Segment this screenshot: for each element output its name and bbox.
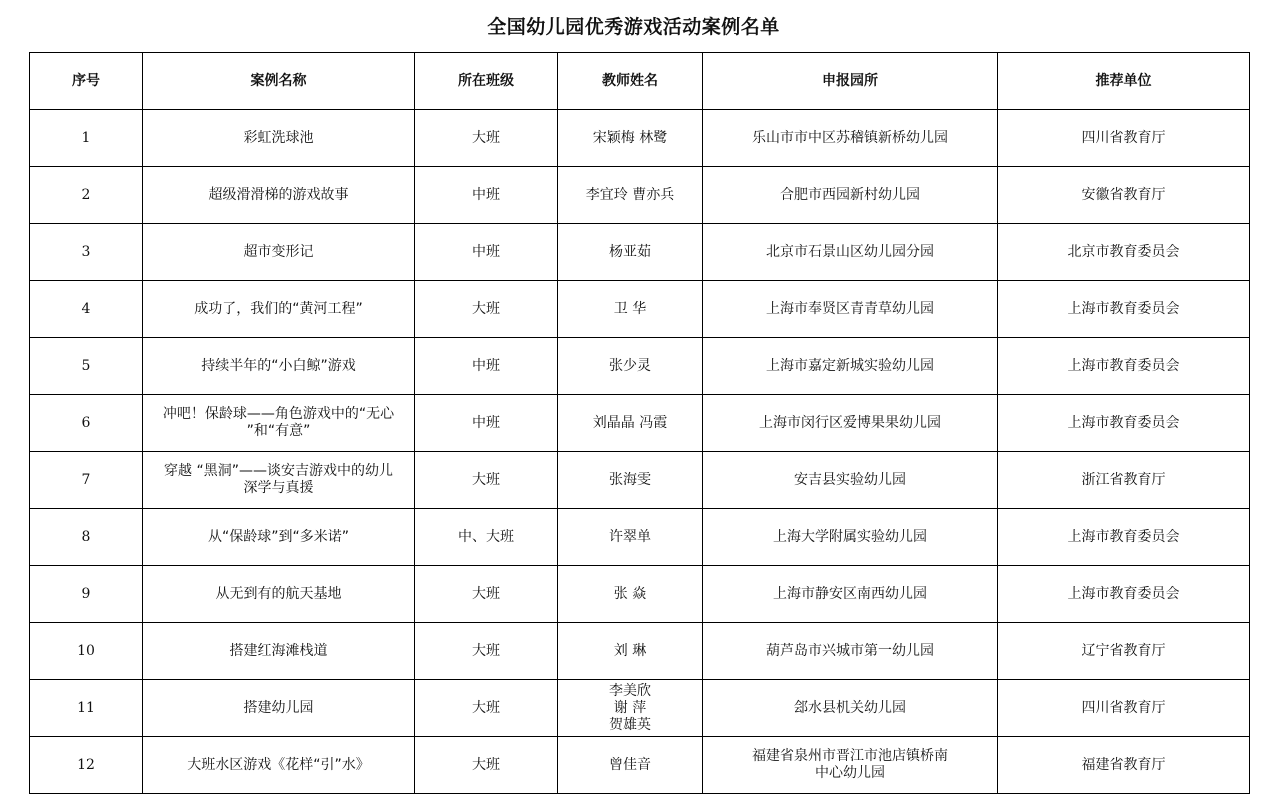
header-case-name: 案例名称 bbox=[143, 53, 415, 110]
cell-no: 1 bbox=[30, 110, 143, 167]
cell-class: 大班 bbox=[415, 737, 558, 794]
cell-case-name bbox=[143, 110, 415, 167]
cell-case-name bbox=[143, 281, 415, 338]
cell-no: 5 bbox=[30, 338, 143, 395]
cell-teacher bbox=[558, 737, 703, 794]
cell-case-name-line: 超级滑滑梯的游戏故事 bbox=[208, 186, 349, 203]
cell-kindergarten bbox=[703, 338, 998, 395]
cell-recommender: 上海市教育委员会 bbox=[998, 509, 1250, 566]
cell-teacher bbox=[558, 566, 703, 623]
cell-class: 大班 bbox=[415, 110, 558, 167]
cell-class: 大班 bbox=[415, 623, 558, 680]
header-recommender: 推荐单位 bbox=[998, 53, 1250, 110]
cell-kindergarten bbox=[703, 167, 998, 224]
header-teacher: 教师姓名 bbox=[558, 53, 703, 110]
cell-kindergarten-line: 上海市奉贤区青青草幼儿园 bbox=[766, 300, 934, 317]
cell-kindergarten-line: 上海市闵行区爱博果果幼儿园 bbox=[759, 414, 941, 431]
cell-no: 10 bbox=[30, 623, 143, 680]
cell-kindergarten bbox=[703, 566, 998, 623]
cell-kindergarten-line: 上海大学附属实验幼儿园 bbox=[773, 528, 927, 545]
cell-kindergarten-line: 上海市嘉定新城实验幼儿园 bbox=[766, 357, 934, 374]
cell-teacher bbox=[558, 680, 703, 737]
cell-teacher bbox=[558, 281, 703, 338]
table-header-row bbox=[30, 53, 1250, 110]
cell-kindergarten-line: 安吉县实验幼儿园 bbox=[794, 471, 906, 488]
cell-case-name bbox=[143, 680, 415, 737]
cell-kindergarten-line: 葫芦岛市兴城市第一幼儿园 bbox=[766, 642, 934, 659]
cell-class: 中班 bbox=[415, 395, 558, 452]
cell-recommender: 上海市教育委员会 bbox=[998, 395, 1250, 452]
table-row bbox=[30, 167, 1250, 224]
cell-kindergarten bbox=[703, 623, 998, 680]
cell-kindergarten-line: 合肥市西园新村幼儿园 bbox=[780, 186, 920, 203]
cell-recommender: 上海市教育委员会 bbox=[998, 338, 1250, 395]
cell-case-name bbox=[143, 167, 415, 224]
cell-no: 9 bbox=[30, 566, 143, 623]
cell-teacher-line: 张海雯 bbox=[609, 471, 651, 488]
cell-case-name-line: 深学与真援 bbox=[243, 480, 314, 496]
table-row bbox=[30, 395, 1250, 452]
cell-teacher-line: 李美欣 bbox=[609, 682, 651, 699]
cell-teacher-line: 李宜玲 曹亦兵 bbox=[585, 186, 675, 203]
cell-teacher bbox=[558, 395, 703, 452]
cell-recommender: 四川省教育厅 bbox=[998, 110, 1250, 167]
table-row bbox=[30, 110, 1250, 167]
table-row bbox=[30, 566, 1250, 623]
cell-teacher-line: 刘晶晶 冯霞 bbox=[592, 414, 668, 431]
cell-case-name bbox=[143, 623, 415, 680]
cell-class: 中班 bbox=[415, 224, 558, 281]
cell-class: 中、大班 bbox=[415, 509, 558, 566]
cell-kindergarten bbox=[703, 452, 998, 509]
cell-teacher bbox=[558, 110, 703, 167]
cell-case-name bbox=[143, 452, 415, 509]
cell-teacher-line: 贺雄英 bbox=[609, 716, 651, 733]
table-row bbox=[30, 509, 1250, 566]
cell-case-name bbox=[143, 395, 415, 452]
header-kindergarten: 申报园所 bbox=[703, 53, 998, 110]
cell-no: 7 bbox=[30, 452, 143, 509]
cell-teacher-line: 曾佳音 bbox=[609, 756, 651, 773]
cell-no: 11 bbox=[30, 680, 143, 737]
cell-teacher-line: 谢 萍 bbox=[613, 699, 647, 716]
cell-kindergarten bbox=[703, 509, 998, 566]
cell-case-name bbox=[143, 566, 415, 623]
cell-kindergarten-line: 上海市静安区南西幼儿园 bbox=[773, 585, 927, 602]
cell-case-name bbox=[143, 737, 415, 794]
cell-kindergarten-line: 北京市石景山区幼儿园分园 bbox=[766, 243, 934, 260]
cell-case-name-line: 穿越 “黑洞”——谈安吉游戏中的幼儿 bbox=[164, 463, 393, 479]
cell-recommender: 上海市教育委员会 bbox=[998, 281, 1250, 338]
cell-kindergarten bbox=[703, 737, 998, 794]
cell-case-name bbox=[143, 509, 415, 566]
cell-no: 3 bbox=[30, 224, 143, 281]
cell-recommender: 北京市教育委员会 bbox=[998, 224, 1250, 281]
cell-case-name bbox=[143, 338, 415, 395]
cell-recommender: 福建省教育厅 bbox=[998, 737, 1250, 794]
cell-class: 大班 bbox=[415, 281, 558, 338]
cell-case-name-line: 从无到有的航天基地 bbox=[215, 585, 342, 602]
cell-no: 12 bbox=[30, 737, 143, 794]
cell-recommender: 上海市教育委员会 bbox=[998, 566, 1250, 623]
cell-kindergarten bbox=[703, 281, 998, 338]
cell-kindergarten bbox=[703, 680, 998, 737]
cell-recommender: 浙江省教育厅 bbox=[998, 452, 1250, 509]
cell-class: 大班 bbox=[415, 452, 558, 509]
cell-teacher bbox=[558, 338, 703, 395]
cell-case-name-line: 成功了，我们的“黄河工程” bbox=[194, 300, 363, 317]
cell-case-name-line: 从“保龄球”到“多米诺” bbox=[207, 528, 349, 545]
table-row bbox=[30, 338, 1250, 395]
cell-no: 8 bbox=[30, 509, 143, 566]
cell-class: 大班 bbox=[415, 566, 558, 623]
cell-teacher-line: 许翠单 bbox=[609, 528, 651, 545]
cell-case-name-line: 搭建幼儿园 bbox=[243, 699, 314, 716]
cell-no: 6 bbox=[30, 395, 143, 452]
cell-case-name-line: 彩虹洗球池 bbox=[243, 129, 314, 146]
cell-kindergarten-line: 郐水县机关幼儿园 bbox=[794, 699, 906, 716]
cell-teacher bbox=[558, 167, 703, 224]
cell-recommender: 四川省教育厅 bbox=[998, 680, 1250, 737]
cell-kindergarten bbox=[703, 110, 998, 167]
page-title: 全国幼儿园优秀游戏活动案例名单 bbox=[487, 16, 780, 38]
cell-teacher bbox=[558, 224, 703, 281]
cell-class: 中班 bbox=[415, 338, 558, 395]
cell-recommender: 辽宁省教育厅 bbox=[998, 623, 1250, 680]
cell-teacher-line: 刘 琳 bbox=[613, 642, 647, 659]
cell-case-name bbox=[143, 224, 415, 281]
cell-class: 中班 bbox=[415, 167, 558, 224]
cell-kindergarten bbox=[703, 395, 998, 452]
cell-case-name-line: 超市变形记 bbox=[243, 243, 314, 260]
cell-case-name-line: 冲吧！保龄球——角色游戏中的“无心 bbox=[162, 406, 395, 422]
cell-teacher-line: 杨亚茹 bbox=[609, 243, 651, 260]
cell-case-name-line: 大班水区游戏《花样“引”水》 bbox=[187, 756, 370, 773]
table-row bbox=[30, 680, 1250, 737]
cell-teacher-line: 张少灵 bbox=[609, 357, 651, 374]
cell-teacher-line: 宋颖梅 林鹭 bbox=[592, 129, 668, 146]
cell-recommender: 安徽省教育厅 bbox=[998, 167, 1250, 224]
cell-teacher bbox=[558, 623, 703, 680]
table-row bbox=[30, 623, 1250, 680]
table-row bbox=[30, 737, 1250, 794]
table-row bbox=[30, 281, 1250, 338]
cell-kindergarten bbox=[703, 224, 998, 281]
cell-class: 大班 bbox=[415, 680, 558, 737]
case-list-table bbox=[29, 52, 1250, 794]
cell-teacher-line: 卫 华 bbox=[613, 300, 647, 317]
cell-case-name-line: 搭建红海滩栈道 bbox=[229, 642, 328, 659]
cell-case-name-line: ”和“有意” bbox=[246, 423, 311, 439]
cell-teacher-line: 张 焱 bbox=[613, 585, 647, 602]
header-class: 所在班级 bbox=[415, 53, 558, 110]
cell-kindergarten-line: 福建省泉州市晋江市池店镇桥南 bbox=[752, 748, 948, 764]
cell-teacher bbox=[558, 452, 703, 509]
cell-no: 4 bbox=[30, 281, 143, 338]
table-row bbox=[30, 224, 1250, 281]
table-body bbox=[30, 110, 1250, 794]
cell-teacher bbox=[558, 509, 703, 566]
header-no: 序号 bbox=[30, 53, 143, 110]
cell-kindergarten-line: 中心幼儿园 bbox=[815, 765, 885, 781]
table-row bbox=[30, 452, 1250, 509]
cell-kindergarten-line: 乐山市市中区苏稽镇新桥幼儿园 bbox=[752, 129, 948, 146]
cell-no: 2 bbox=[30, 167, 143, 224]
cell-case-name-line: 持续半年的“小白鲸”游戏 bbox=[201, 357, 356, 374]
